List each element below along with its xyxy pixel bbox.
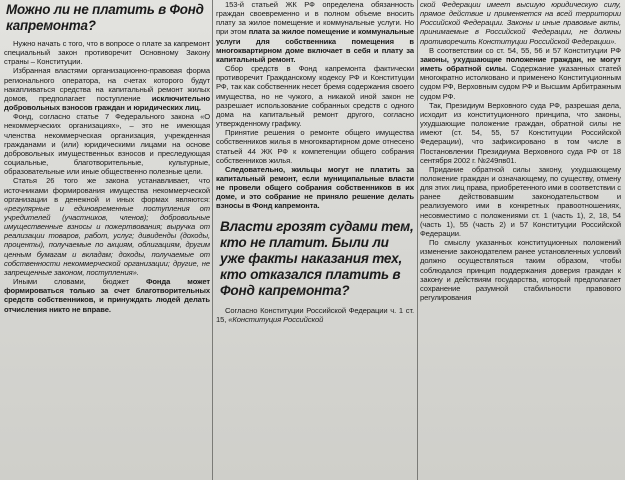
col1-paragraph-2 bbox=[4, 66, 210, 112]
col3-paragraph-1: ской Федерации имеет высшую юридическую силу, прямое действие и применяется на всей территории Российской Федерации. Законы и иные правовые акты, принимаемые в Российской Федерации, не должны противоречить Конституции Российской Федерации». bbox=[420, 0, 621, 46]
col2-paragraph-2: Сбор средств в Фонд капремонта фактически противоречит Гражданскому кодексу РФ и Конституции РФ, так как собственник несет бремя содержания своего имущества, но не чужого, а никакой иной закон не разрешает использование собранных средств с одного дома на капитальный ремонт другого, согласно утвержденному графику. bbox=[216, 64, 414, 129]
headline-2: Власти грозят судами тем, кто не платит. Были ли уже факты наказания тех, кто отказался платить в Фонд капремонта? bbox=[220, 218, 414, 298]
col2-p1-bold: плата за жилое помещение и коммунальные услуги для собственника помещения в многоквартирном доме включает в себя и плату за капитальный ремонт. bbox=[216, 27, 414, 64]
col3-paragraph-4: Придание обратной силы закону, ухудшающему положение граждан и означающему, по существу, отмену для этих лиц права, приобретенного ими в соответствии с ранее действовавшим законодательством и реализуемого ими в конкретных правоотношениях, несовместимо с положениями ст. 1 (часть 1), 2, 18, 54 (часть 1), 55 (часть 2) и 57 Конституции Российской Федерации. bbox=[420, 164, 621, 238]
col3-paragraph-2 bbox=[420, 46, 621, 101]
col1-paragraph-1: Нужно начать с того, что в вопросе о плате за капремонт специальный закон противоречит Основному Закону страны – Конституции. bbox=[4, 39, 210, 67]
col3-paragraph-5: По смыслу указанных конституционных положений изменение законодателем ранее установленных условий должно осуществляться таким образом, чтобы соблюдался принцип поддержания доверия граждан к закону и действиям государства, который предполагает сохранение разумной стабильности правового регулирования bbox=[420, 238, 621, 302]
col2-p5-quote: «Конституция Российской bbox=[228, 314, 324, 324]
col2-paragraph-3: Принятие решения о ремонте общего имущества собственников жилья в многоквартирном доме отнесено статьей 44 ЖК РФ к компетенции общего собрания собственников жилья. bbox=[216, 128, 414, 165]
col1-paragraph-4 bbox=[4, 176, 210, 277]
col1-paragraph-3: Фонд, согласно статье 7 Федерального закона «О некоммерческих организациях», – это не имеющая членства некоммерческая организация, учрежденная гражданами и (или) юридическими лицами на основе добровольных имущественных взносов и преследующая социальные, благотворительные, культурные, образовательные или иные общественно полезные цели. bbox=[4, 112, 210, 177]
col3-p2-bold: законы, ухудшающие положение граждан, не могут иметь обратной силы. bbox=[420, 54, 621, 74]
col3-p2-text: В соответствии со ст. 54, 55, 56 и 57 Конституции РФ bbox=[429, 45, 621, 55]
col1-p4-text: Статья 26 того же закона устанавливает, что источниками формирования имущества некоммерческой организации в денежной и иных формах являются: bbox=[4, 176, 210, 204]
headline-1: Можно ли не платить в Фонд капремонта? bbox=[6, 2, 204, 33]
col3-paragraph-3: Так, Президиум Верховного суда РФ, разрешая дела, исходит из конституционного принципа, что законы, ухудшающие положение граждан, обратной силы не имеют (ст. 54, 55, 57 Конституции Российской Федерации), что зафиксировано в том числе в Постановлении Президиума Верховного суда РФ от 18 сентября 2002 г. №249пв01. bbox=[420, 100, 621, 165]
col2-p5-text: Согласно Конституции Российской Федерации ч. 1 ст. 15, bbox=[216, 305, 414, 324]
col1-p2-text: Избранная властями организационно-правовая форма регионального оператора, на счетах которого будут накапливаться средства на капитальный ремонт жилых домов, предполагает поступление bbox=[4, 66, 210, 103]
column-3 bbox=[420, 0, 621, 476]
col1-p4-quote: «регулярные и единовременные поступления от учредителей (участников, членов); добровольные имущественные взносы и пожертвования; выручка от реализации товаров, работ, услуг; дивиденды (доходы, проценты), получаемые по акциям, облигациям, другим ценным бумагам и вкладам; доходы, получаемые от собственности некоммерческой организации; другие, не запрещенные законом, поступления». bbox=[4, 203, 210, 277]
column-divider-1 bbox=[212, 0, 213, 480]
column-divider-2 bbox=[417, 0, 418, 480]
col3-p2-text-end: Содержание указанных статей многократно истолковано и применено Конституционным судом РФ, Верховным судом РФ и Высшим Арбитражным судом РФ. bbox=[420, 64, 621, 101]
column-1 bbox=[4, 0, 210, 476]
col2-p1-text: 153-й статьей ЖК РФ определена обязанность граждан своевременно и в полном объеме вносить плату за жилое помещение и коммунальные услуги. Но при этом bbox=[216, 0, 414, 37]
col1-p5-bold: Фонда может формироваться только за счет благотворительных средств собственников, и принуждать людей делать отчисления никто не вправе. bbox=[4, 277, 210, 314]
col2-paragraph-4: Следовательно, жильцы могут не платить за капитальный ремонт, если муниципальные власти не провели общего собрания собственников в их доме, и это собрание не приняло решение делать взносы в Фонд капремонта. bbox=[216, 164, 414, 211]
col1-p5-text: Иными словами, бюджет bbox=[13, 277, 146, 287]
col2-paragraph-5 bbox=[216, 306, 414, 324]
col2-paragraph-1 bbox=[216, 0, 414, 64]
column-2 bbox=[216, 0, 414, 476]
col1-paragraph-5 bbox=[4, 277, 210, 314]
col1-p2-bold: исключительно добровольных взносов граждан и юридических лиц. bbox=[4, 93, 210, 113]
